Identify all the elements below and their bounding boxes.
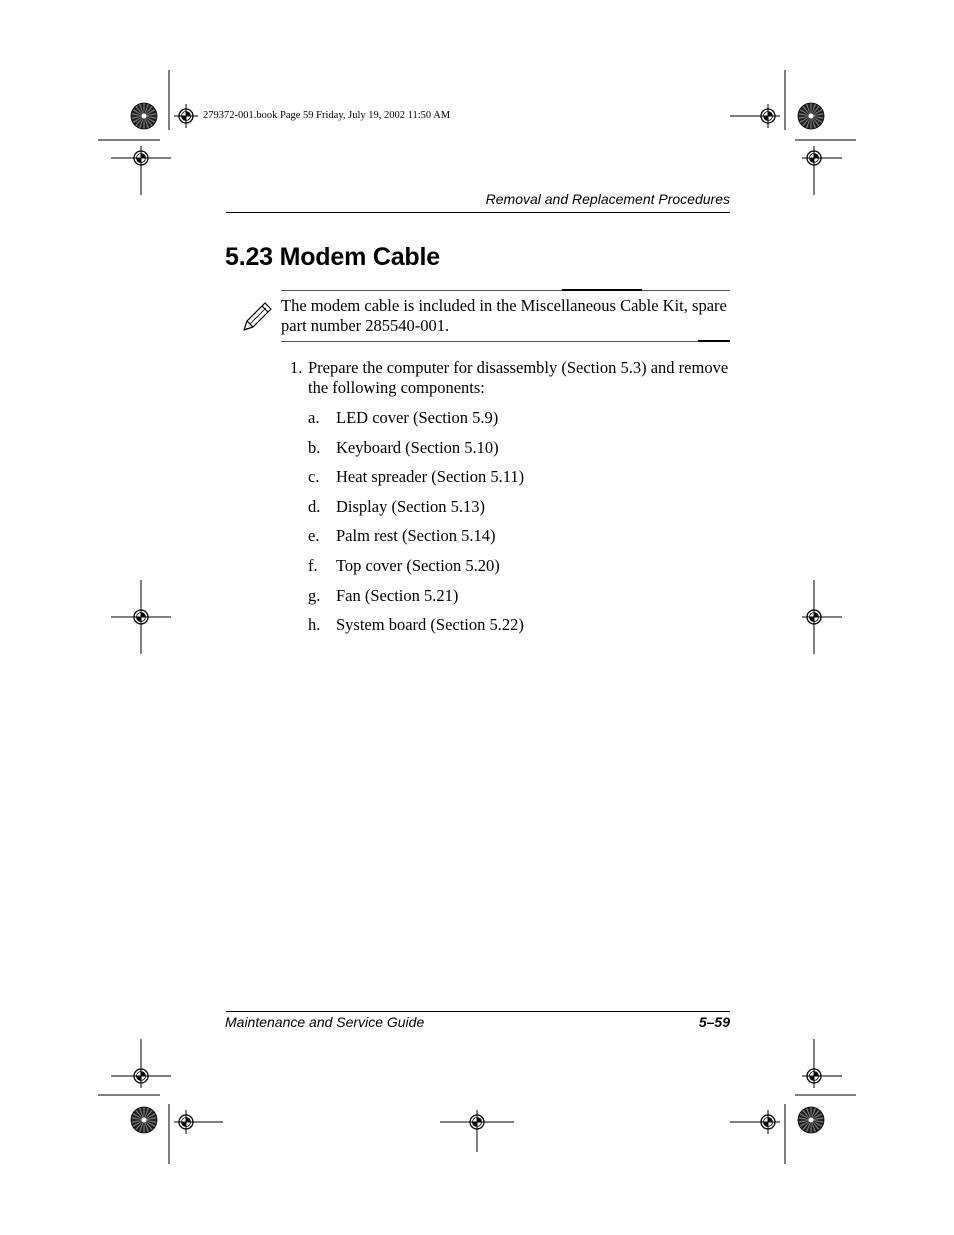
section-title: 5.23 Modem Cable [225, 243, 440, 271]
color-target-icon [811, 1120, 812, 1121]
registration-mark-icon [141, 617, 142, 618]
component-letter: g. [308, 585, 321, 605]
component-label: LED cover (Section 5.9) [336, 408, 499, 427]
component-letter: h. [308, 615, 321, 635]
component-item [308, 615, 708, 645]
component-letter: e. [308, 526, 320, 546]
component-letter: c. [308, 467, 320, 487]
component-item [308, 556, 708, 586]
component-letter: d. [308, 496, 321, 516]
component-label: Fan (Section 5.21) [336, 585, 459, 605]
crop-mark [0, 0, 1, 1]
component-letter: b. [308, 437, 321, 457]
registration-mark-icon [477, 1122, 478, 1123]
registration-mark-icon [768, 116, 769, 117]
page-number: 5–59 [698, 1014, 730, 1030]
note-rule-bottom-accent [698, 340, 730, 342]
component-item [308, 408, 708, 438]
step-item [290, 358, 730, 398]
registration-mark-icon [768, 1122, 769, 1123]
component-item [308, 526, 708, 556]
note-rule-top [281, 290, 730, 291]
note-text: The modem cable is included in the Miscellaneous Cable Kit, spare part number 285540-001. [281, 296, 727, 335]
note-rule-bottom [281, 341, 730, 342]
registration-mark-icon [814, 1076, 815, 1077]
registration-mark-icon [186, 116, 187, 117]
component-letter: a. [308, 408, 320, 427]
footer-rule [226, 1011, 730, 1012]
pencil-note-icon [241, 301, 273, 333]
component-item [308, 438, 708, 468]
registration-mark-icon [141, 1076, 142, 1077]
component-label: Heat spreader (Section 5.11) [336, 467, 525, 487]
print-slug: 279372-001.book Page 59 Friday, July 19, 2002 11:50 AM [203, 110, 451, 121]
component-label: Palm rest (Section 5.14) [336, 526, 496, 546]
running-header-title: Removal and Replacement Procedures [485, 191, 730, 207]
component-item [308, 497, 708, 527]
component-label: Display (Section 5.13) [336, 496, 485, 516]
component-item [308, 586, 708, 616]
registration-mark-icon [141, 158, 142, 159]
component-label: Keyboard (Section 5.10) [336, 437, 499, 457]
step-text: Prepare the computer for disassembly (Section 5.3) and remove the following components: [308, 358, 729, 397]
component-label: Top cover (Section 5.20) [336, 555, 500, 575]
registration-mark-icon [186, 1122, 187, 1123]
component-label: System board (Section 5.22) [336, 615, 524, 635]
color-target-icon [811, 116, 812, 117]
running-footer-title: Maintenance and Service Guide [225, 1014, 425, 1030]
component-item [308, 467, 708, 497]
color-target-icon [144, 1120, 145, 1121]
registration-mark-icon [814, 158, 815, 159]
color-target-icon [144, 116, 145, 117]
component-list [308, 408, 708, 645]
registration-mark-icon [814, 617, 815, 618]
step-number: 1. [290, 358, 303, 377]
component-letter: f. [308, 555, 318, 575]
note-rule-top-accent [562, 289, 642, 291]
header-rule [226, 212, 730, 213]
